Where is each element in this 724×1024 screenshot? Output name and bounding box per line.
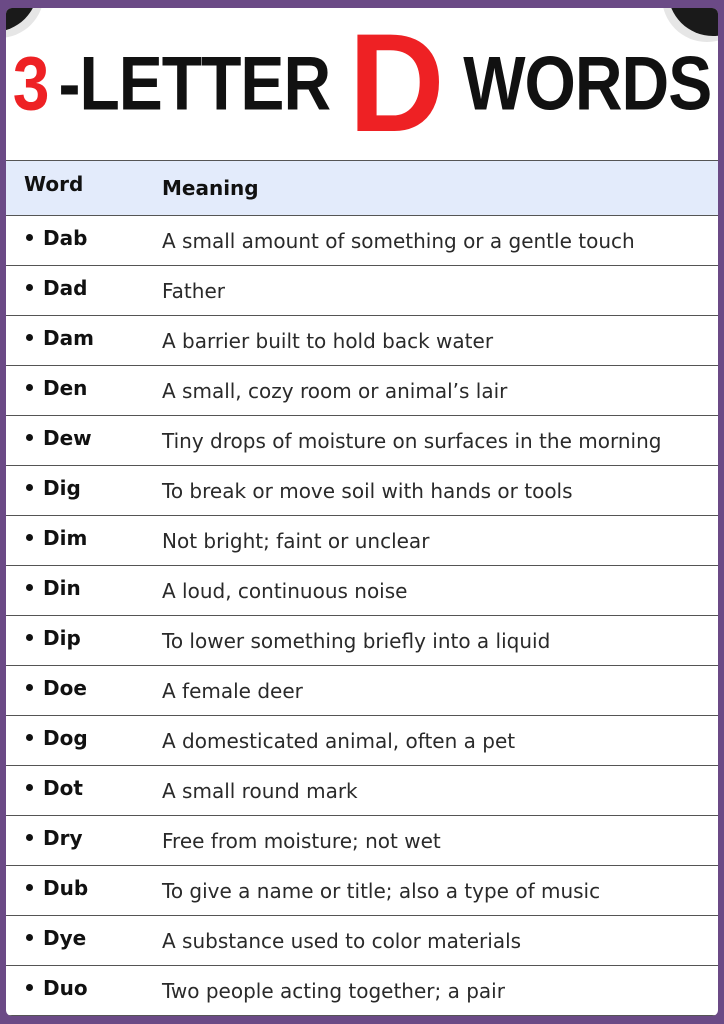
page-title <box>6 8 718 161</box>
word-text: Dry <box>43 825 83 850</box>
bullet-icon <box>26 634 33 641</box>
word-cell <box>6 676 156 700</box>
meaning-cell: A barrier built to hold back water <box>162 328 494 353</box>
bullet-icon <box>26 334 33 341</box>
table-row <box>6 916 718 966</box>
bullet-icon <box>26 984 33 991</box>
word-cell <box>6 976 156 1000</box>
meaning-cell: Tiny drops of moisture on surfaces in the morning <box>162 428 662 453</box>
bullet-icon <box>26 234 33 241</box>
word-cell <box>6 226 156 250</box>
meaning-cell: Free from moisture; not wet <box>162 828 441 853</box>
meaning-cell: Not bright; faint or unclear <box>162 528 430 553</box>
word-cell <box>6 876 156 900</box>
word-text: Dub <box>43 875 89 900</box>
worksheet-card <box>6 8 718 1016</box>
bullet-icon <box>26 384 33 391</box>
table-body <box>6 216 718 1016</box>
bullet-icon <box>26 534 33 541</box>
table-row <box>6 466 718 516</box>
meaning-cell: Two people acting together; a pair <box>162 978 505 1003</box>
table-row <box>6 766 718 816</box>
bullet-icon <box>26 484 33 491</box>
word-cell <box>6 276 156 300</box>
word-text: Dog <box>43 725 88 750</box>
title-big-letter: D <box>348 8 445 161</box>
word-cell <box>6 576 156 600</box>
table-row <box>6 816 718 866</box>
word-cell <box>6 926 156 950</box>
meaning-cell: A small round mark <box>162 778 358 803</box>
meaning-cell: Father <box>162 278 225 303</box>
table-row <box>6 516 718 566</box>
table-row <box>6 416 718 466</box>
word-cell <box>6 426 156 450</box>
bullet-icon <box>26 834 33 841</box>
title-letter-word: -LETTER <box>58 40 331 126</box>
bullet-icon <box>26 284 33 291</box>
table-row <box>6 316 718 366</box>
meaning-cell: A substance used to color materials <box>162 928 522 953</box>
word-cell <box>6 826 156 850</box>
word-text: Dew <box>43 425 92 450</box>
meaning-cell: To break or move soil with hands or tools <box>162 478 573 503</box>
word-text: Dot <box>43 775 83 800</box>
word-cell <box>6 326 156 350</box>
bullet-icon <box>26 934 33 941</box>
word-text: Dip <box>43 625 81 650</box>
word-text: Den <box>43 375 88 400</box>
bullet-icon <box>26 734 33 741</box>
table-row <box>6 566 718 616</box>
meaning-cell: A domesticated animal, often a pet <box>162 728 516 753</box>
word-text: Dim <box>43 525 88 550</box>
meaning-cell: A female deer <box>162 678 303 703</box>
meaning-cell: A loud, continuous noise <box>162 578 408 603</box>
column-header-meaning: Meaning <box>162 176 259 200</box>
word-text: Dye <box>43 925 87 950</box>
word-text: Din <box>43 575 81 600</box>
title-words: WORDS <box>463 40 712 126</box>
word-cell <box>6 526 156 550</box>
column-header-word: Word <box>24 172 84 196</box>
table-row <box>6 366 718 416</box>
word-text: Dig <box>43 475 81 500</box>
bullet-icon <box>26 584 33 591</box>
table-row <box>6 966 718 1016</box>
bullet-icon <box>26 684 33 691</box>
table-row <box>6 266 718 316</box>
word-text: Duo <box>43 975 88 1000</box>
table-row <box>6 216 718 266</box>
table-row <box>6 666 718 716</box>
word-cell <box>6 626 156 650</box>
words-table <box>6 160 718 1016</box>
meaning-cell: To give a name or title; also a type of music <box>162 878 601 903</box>
word-text: Doe <box>43 675 87 700</box>
table-header <box>6 161 718 216</box>
word-cell <box>6 376 156 400</box>
meaning-cell: A small amount of something or a gentle touch <box>162 228 635 253</box>
meaning-cell: To lower something briefly into a liquid <box>162 628 551 653</box>
table-row <box>6 716 718 766</box>
word-cell <box>6 726 156 750</box>
title-number: 3 <box>12 40 49 126</box>
bullet-icon <box>26 784 33 791</box>
word-text: Dad <box>43 275 88 300</box>
word-cell <box>6 476 156 500</box>
meaning-cell: A small, cozy room or animal’s lair <box>162 378 508 403</box>
word-cell <box>6 776 156 800</box>
bullet-icon <box>26 434 33 441</box>
table-row <box>6 866 718 916</box>
bullet-icon <box>26 884 33 891</box>
word-text: Dam <box>43 325 94 350</box>
table-row <box>6 616 718 666</box>
word-text: Dab <box>43 225 88 250</box>
